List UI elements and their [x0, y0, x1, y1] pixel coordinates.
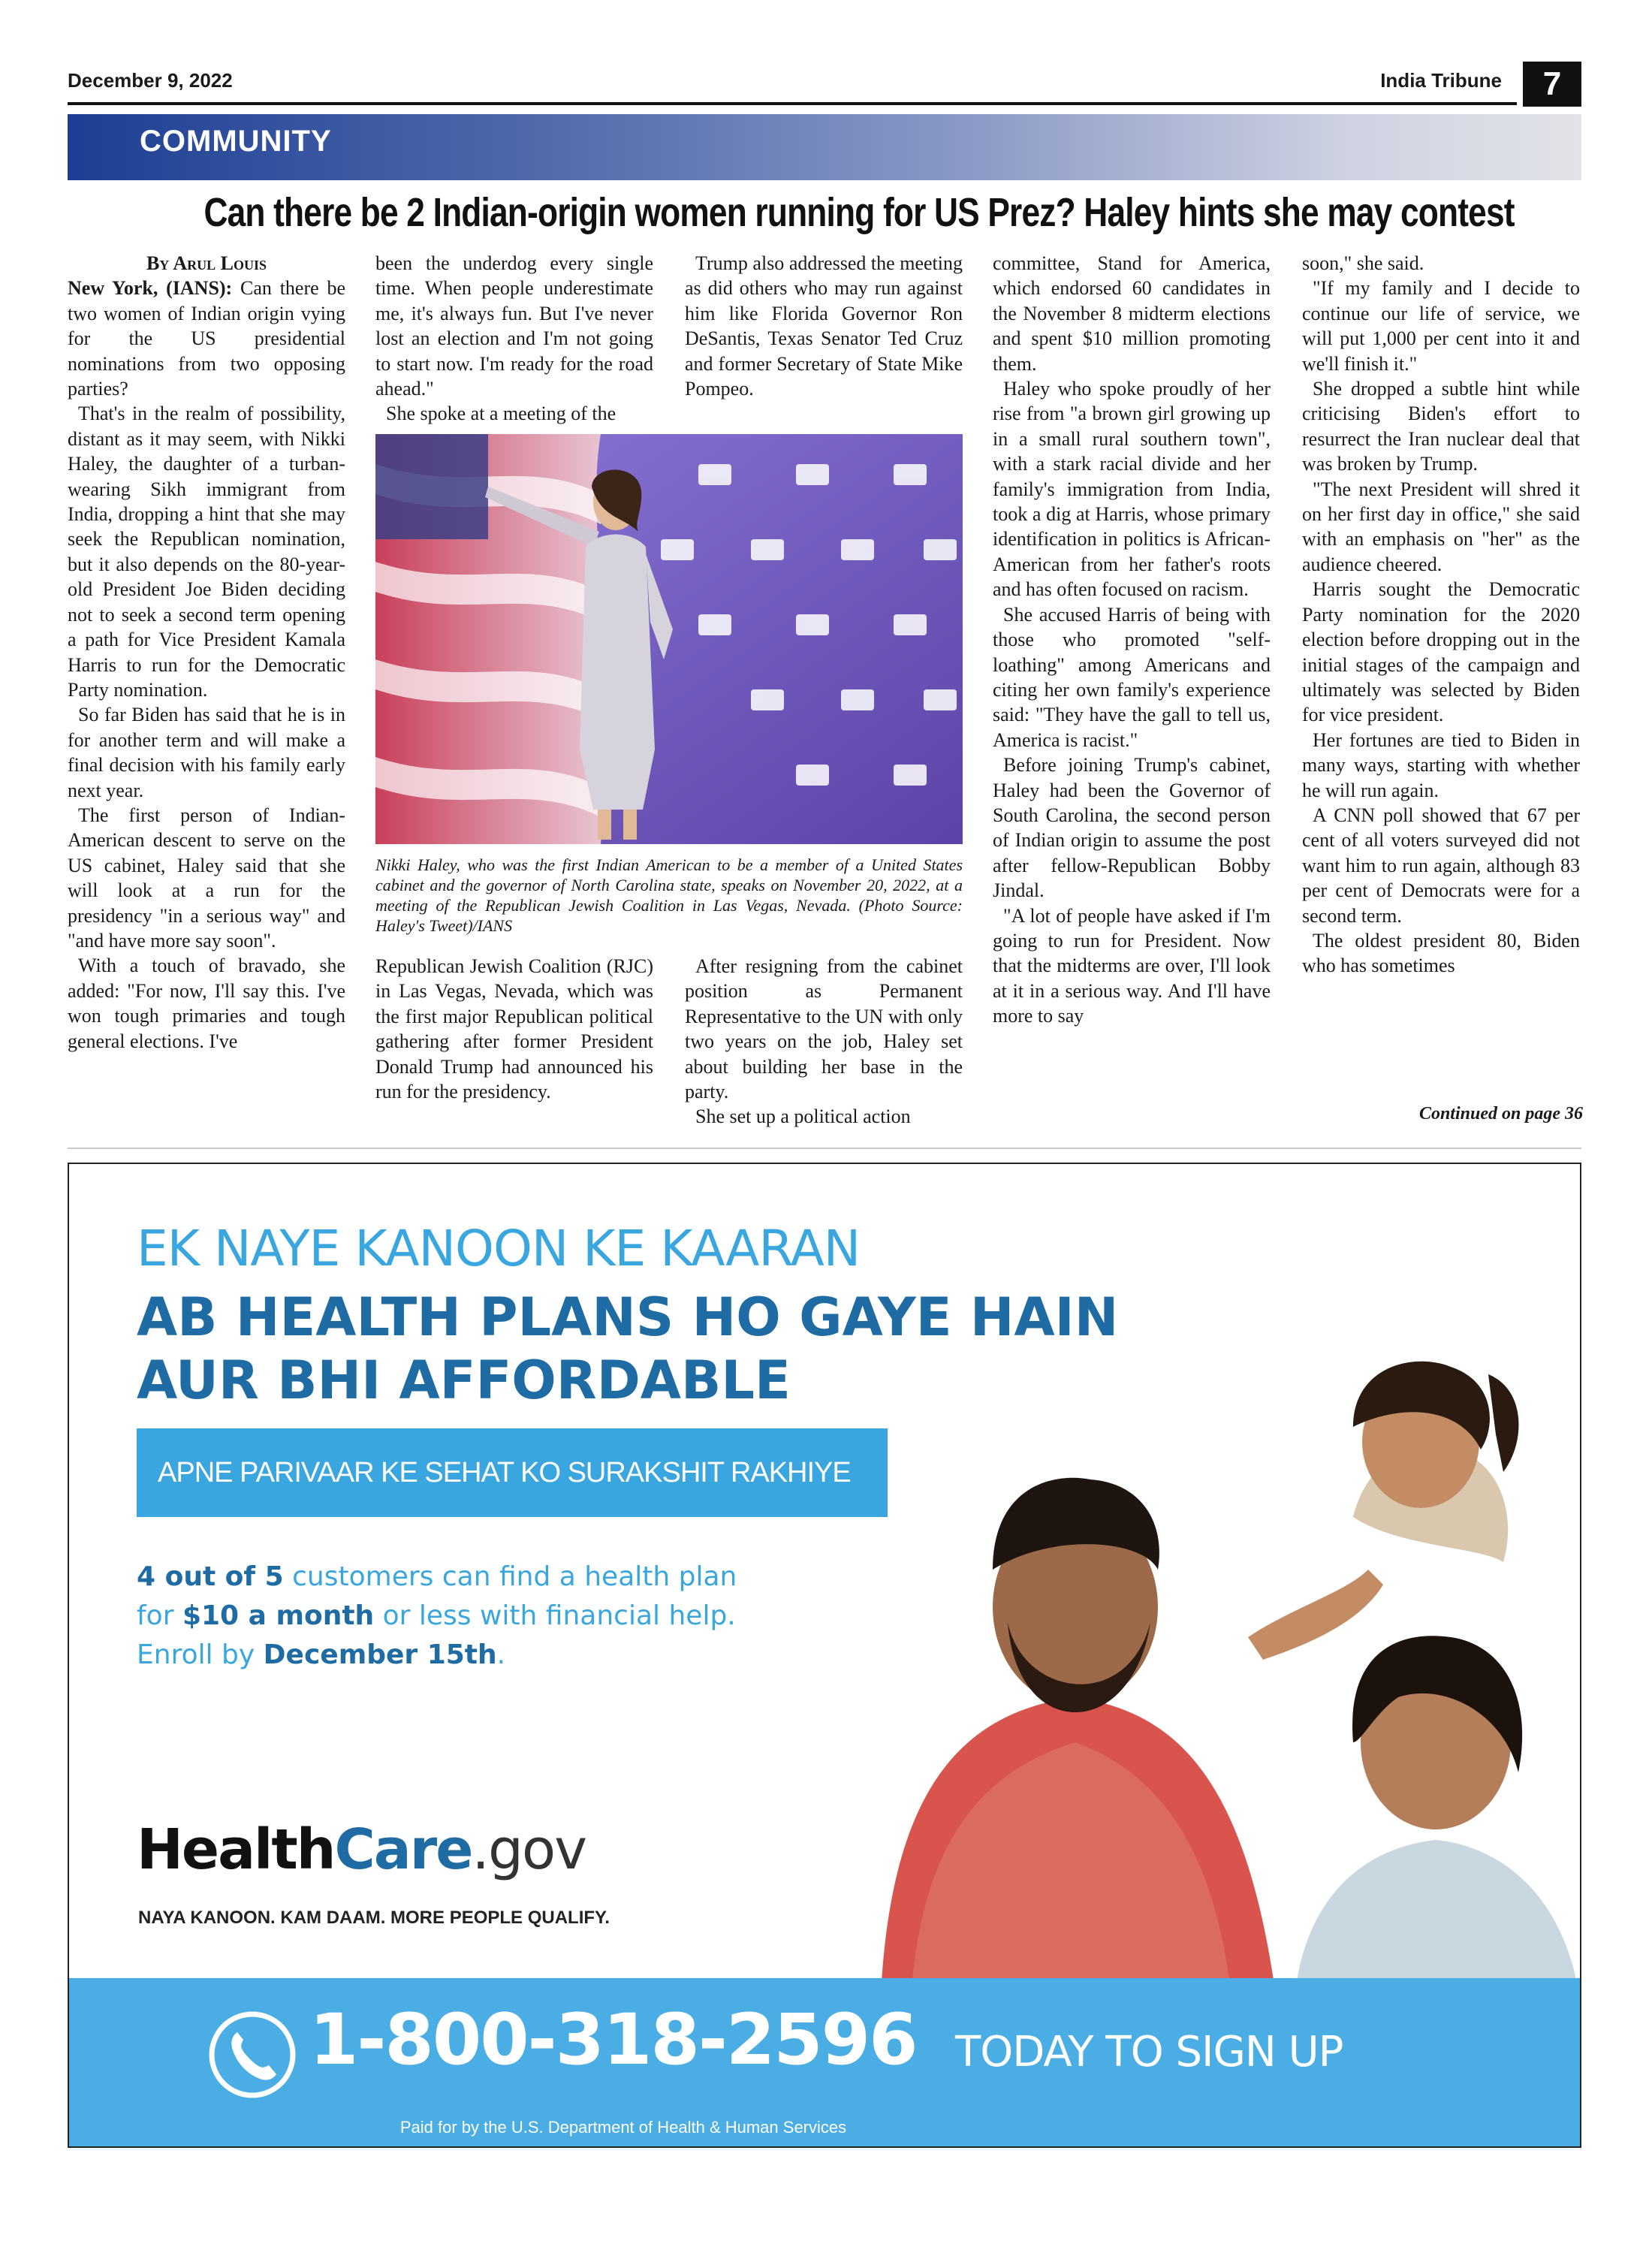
paragraph: She spoke at a meeting of the [386, 403, 616, 425]
paragraph: She accused Harris of being with those who promoted "self-loathing" among Americans and citing her own family's experience said: "They have the gall to tell us, America is racist." [993, 603, 1271, 751]
article-column-2 [375, 251, 653, 427]
ad-call-to-action: TODAY TO SIGN UP [955, 2028, 1343, 2077]
article-headline: Can there be 2 Indian-origin women running for US Prez? Haley hints she may contest [203, 190, 1515, 235]
photo-illustration [375, 434, 963, 844]
paragraph: Harris sought the Democratic Party nomination for the 2020 election before dropping out in the initial stages of the campaign and ultimately was selected by Biden for vice president. [1302, 578, 1580, 726]
ad-headline-2: AB HEALTH PLANS HO GAYE HAIN AUR BHI AFFORDABLE [137, 1286, 1119, 1411]
article-column-3-continued [685, 954, 963, 1130]
healthcare-gov-logo: HealthCare.gov [137, 1817, 586, 1882]
paragraph: She dropped a subtle hint while criticising Biden's effort to resurrect the Iran nuclear deal that was broken by Trump. [1302, 378, 1580, 475]
paragraph: "If my family and I decide to continue our life of service, we will put 1,000 per cent into it and we'll finish it." [1302, 277, 1580, 375]
paragraph: The first person of Indian-American descent to serve on the US cabinet, Haley said that she will look at a run for the presidency "in a serious way" and "and have more say soon". [68, 804, 345, 952]
article-column-5 [1302, 251, 1580, 979]
page-number: 7 [1523, 62, 1581, 107]
ad-phone-number[interactable]: 1-800-318-2596 [309, 1999, 917, 2081]
article-column-2-continued [375, 954, 653, 1104]
family-photo [828, 1322, 1581, 2013]
haley-speaking-photo [375, 434, 963, 844]
paragraph: Trump also addressed the meeting as did others who may run against him like Florida Governor Ron DeSantis, Texas Senator Ted Cruz and former Secretary of State Mike Pompeo. [685, 252, 963, 400]
healthcare-gov-advertisement [68, 1163, 1581, 2148]
article-column-4 [993, 251, 1271, 1029]
dateline: New York, (IANS): [68, 277, 233, 300]
byline: By Arul Louis [146, 252, 267, 274]
paragraph: been the underdog every single time. When people underestimate me, it's always fun. But I've never lost an election and I'm not going to start now. I'm ready for the road ahead." [375, 252, 653, 400]
paragraph: Haley who spoke proudly of her rise from "a brown girl growing up in a small rural southern town", with a stark racial divide and her family's immigration from India, took a dig at Harris, whose primary identification in politics is African-American from her father's roots and has often focused on racism. [993, 378, 1271, 601]
paragraph: "The next President will shred it on her first day in office," she said with an emphasis on "her" as the audience cheered. [1302, 478, 1580, 575]
paragraph: The oldest president 80, Biden who has sometimes [1302, 929, 1580, 977]
paragraph: With a touch of bravado, she added: "For now, I'll say this. I've won tough primaries and tough general elections. I've [68, 955, 345, 1052]
paragraph: So far Biden has said that he is in for another term and will make a final decision with his family early next year. [68, 704, 345, 801]
paragraph: A CNN poll showed that 67 per cent of all voters surveyed did not want him to run again, although 83 per cent of Democrats were for a second term. [1302, 804, 1580, 927]
ad-paid-for-notice: Paid for by the U.S. Department of Health & Human Services [399, 2118, 847, 2137]
article-column-1 [68, 251, 345, 1054]
header-rule [68, 102, 1517, 105]
ad-slogan: APNE PARIVAAR KE SEHAT KO SURAKSHIT RAKHIYE [158, 1457, 851, 1488]
phone-icon [207, 2010, 297, 2100]
publication-name: India Tribune [1380, 69, 1502, 92]
section-label: COMMUNITY [140, 125, 332, 158]
paragraph: soon," she said. [1302, 252, 1424, 274]
ad-tagline: NAYA KANOON. KAM DAAM. MORE PEOPLE QUALIFY. [138, 1908, 610, 1928]
paragraph: Before joining Trump's cabinet, Haley had been the Governor of South Carolina, the second person of Indian origin to assume the post after fellow-Republican Bobby Jindal. [993, 754, 1271, 902]
ad-headline-1: EK NAYE KANOON KE KAARAN [137, 1220, 861, 1277]
paragraph: "A lot of people have asked if I'm going to run for President. Now that the midterms are over, I'll look at it in a serious way. And I'll have more to say [993, 904, 1271, 1027]
continued-note: Continued on page 36 [1418, 1104, 1583, 1123]
paragraph: committee, Stand for America, which endorsed 60 candidates in the November 8 midterm elections and spent $10 million promoting them. [993, 252, 1271, 375]
photo-caption: Nikki Haley, who was the first Indian American to be a member of a United States cabinet and the governor of North Carolina state, speaks on November 20, 2022, at a meeting of the Republican Jewish Coalition in Las Vegas, Nevada. (Photo Source: Haley's Tweet)/IANS [375, 855, 963, 935]
paragraph: That's in the realm of possibility, distant as it may seem, with Nikki Haley, the daughter of a turban-wearing Sikh immigrant from India, dropping a hint that she may seek the Republican nomination, but it also depends on the 80-year-old President Joe Biden deciding not to seek a second term opening a path for Vice President Kamala Harris to run for the Democratic Party nomination. [68, 403, 345, 701]
lead-paragraph: New York, (IANS): Can there be two women of Indian origin vying for the US presidential nominations from two opposing parties? [68, 277, 345, 400]
ad-offer-text: 4 out of 5 customers can find a health plan for $10 a month or less with financial help. Enroll by December 15th. [137, 1561, 737, 1670]
paragraph: Her fortunes are tied to Biden in many ways, starting with whether he will run again. [1302, 728, 1580, 801]
article-divider [68, 1148, 1581, 1149]
issue-date: December 9, 2022 [68, 69, 233, 92]
paragraph: She set up a political action [695, 1105, 911, 1128]
paragraph: Republican Jewish Coalition (RJC) in Las Vegas, Nevada, which was the first major Republican political gathering after former President Donald Trump had announced his run for the presidency. [375, 955, 653, 1103]
paragraph: After resigning from the cabinet position as Permanent Representative to the UN with only two years on the job, Haley set about building her base in the party. [685, 955, 963, 1103]
article-column-3 [685, 251, 963, 401]
